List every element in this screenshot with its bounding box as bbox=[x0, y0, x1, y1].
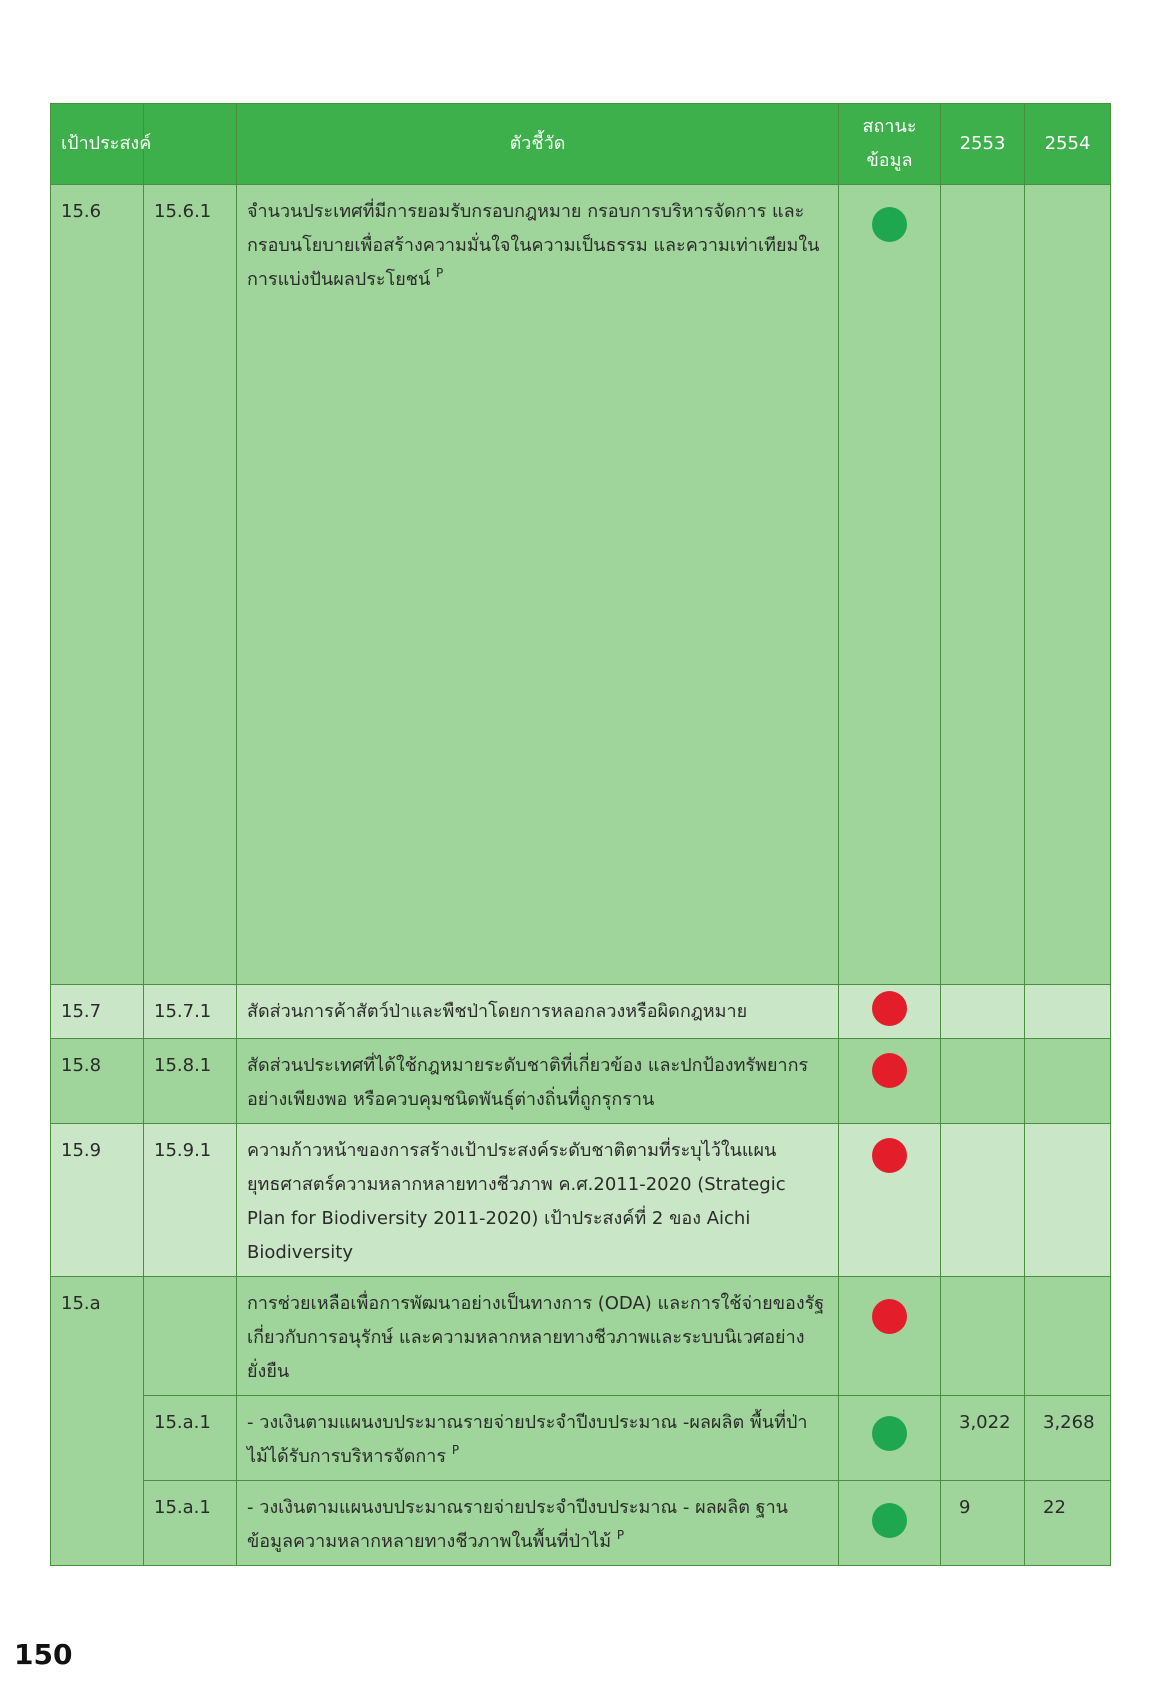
status-green-dot-icon bbox=[872, 1503, 907, 1538]
table-row bbox=[51, 1277, 1111, 1396]
goal-cell: 15.7 bbox=[51, 985, 144, 1039]
indicator-text: การช่วยเหลือเพื่อการพัฒนาอย่างเป็นทางการ (ODA) และการใช้จ่ายของรัฐเกี่ยวกับการอนุรักษ์ และความหลากหลายทางชีวภาพและระบบนิเวศอย่างยั่งยืน bbox=[247, 1293, 825, 1382]
table-row bbox=[51, 1124, 1111, 1277]
indicator-cell bbox=[237, 185, 839, 985]
indicator-text: - วงเงินตามแผนงบประมาณรายจ่ายประจำปีงบประมาณ -ผลผลิต พื้นที่ป่าไม้ได้รับการบริหารจัดการ bbox=[247, 1412, 808, 1467]
table-row bbox=[51, 1481, 1111, 1566]
indicator-cell bbox=[237, 1039, 839, 1124]
status-green-dot-icon bbox=[872, 207, 907, 242]
value-2553-cell bbox=[941, 1277, 1025, 1396]
value-2553-cell bbox=[941, 985, 1025, 1039]
value-2553-cell bbox=[941, 1124, 1025, 1277]
page-number: 150 bbox=[14, 1638, 73, 1671]
header-status: สถานะข้อมูล bbox=[839, 104, 941, 185]
value-2554-cell: 3,268 bbox=[1025, 1396, 1111, 1481]
indicator-text: สัดส่วนประเทศที่ได้ใช้กฎหมายระดับชาติที่เกี่ยวข้อง และปกป้องทรัพยากรอย่างเพียงพอ หรือควบคุมชนิดพันธุ์ต่างถิ่นที่ถูกรุกราน bbox=[247, 1055, 809, 1110]
value-2554-cell bbox=[1025, 1277, 1111, 1396]
code-cell: 15.a.1 bbox=[144, 1396, 237, 1481]
indicator-cell bbox=[237, 1277, 839, 1396]
status-red-dot-icon bbox=[872, 1138, 907, 1173]
indicator-cell bbox=[237, 1124, 839, 1277]
value-2554-cell bbox=[1025, 185, 1111, 985]
status-red-dot-icon bbox=[872, 1053, 907, 1088]
value-2553-cell bbox=[941, 1039, 1025, 1124]
value-2554-cell: 22 bbox=[1025, 1481, 1111, 1566]
value-2553-cell: 9 bbox=[941, 1481, 1025, 1566]
value-2554-cell bbox=[1025, 1039, 1111, 1124]
value-2553-cell: 3,022 bbox=[941, 1396, 1025, 1481]
indicator-text: จำนวนประเทศที่มีการยอมรับกรอบกฎหมาย กรอบการบริหารจัดการ และกรอบนโยบายเพื่อสร้างความมั่นใจในความเป็นธรรม และความเท่าเทียมในการแบ่งปันผลประโยชน์ bbox=[247, 201, 820, 290]
status-cell bbox=[839, 185, 941, 985]
indicator-text: ความก้าวหน้าของการสร้างเป้าประสงค์ระดับชาติตามที่ระบุไว้ในแผนยุทธศาสตร์ความหลากหลายทางชีวภาพ ค.ศ.2011-2020 (Strategic Plan for Biodiversity 2011-2020) เป้าประสงค์ที่ 2 ของ Aichi Biodiversity bbox=[247, 1140, 786, 1263]
status-cell bbox=[839, 1124, 941, 1277]
status-cell bbox=[839, 1039, 941, 1124]
table-row bbox=[51, 1396, 1111, 1481]
provisional-mark: P bbox=[616, 1528, 625, 1542]
status-cell bbox=[839, 985, 941, 1039]
indicator-table bbox=[50, 103, 1111, 1566]
table-row bbox=[51, 985, 1111, 1039]
code-cell: 15.9.1 bbox=[144, 1124, 237, 1277]
value-2554-cell bbox=[1025, 985, 1111, 1039]
indicator-text: สัดส่วนการค้าสัตว์ป่าและพืชป่าโดยการหลอกลวงหรือผิดกฎหมาย bbox=[247, 1001, 748, 1022]
goal-cell: 15.9 bbox=[51, 1124, 144, 1277]
table-row bbox=[51, 185, 1111, 985]
code-cell: 15.8.1 bbox=[144, 1039, 237, 1124]
header-year-2553: 2553 bbox=[941, 104, 1025, 185]
code-cell bbox=[144, 1277, 237, 1396]
code-cell: 15.6.1 bbox=[144, 185, 237, 985]
provisional-mark: P bbox=[451, 1443, 460, 1457]
code-cell: 15.a.1 bbox=[144, 1481, 237, 1566]
code-cell: 15.7.1 bbox=[144, 985, 237, 1039]
goal-cell: 15.8 bbox=[51, 1039, 144, 1124]
indicator-cell bbox=[237, 1396, 839, 1481]
status-cell bbox=[839, 1277, 941, 1396]
status-red-dot-icon bbox=[872, 991, 907, 1026]
header-year-2554: 2554 bbox=[1025, 104, 1111, 185]
status-cell bbox=[839, 1396, 941, 1481]
indicator-cell bbox=[237, 1481, 839, 1566]
goal-cell: 15.a bbox=[51, 1277, 144, 1566]
goal-cell: 15.6 bbox=[51, 185, 144, 985]
header-goal: เป้าประสงค์ bbox=[51, 104, 144, 185]
status-cell bbox=[839, 1481, 941, 1566]
header-row bbox=[51, 104, 1111, 185]
indicator-text: - วงเงินตามแผนงบประมาณรายจ่ายประจำปีงบประมาณ - ผลผลิต ฐานข้อมูลความหลากหลายทางชีวภาพในพื้นที่ป่าไม้ bbox=[247, 1497, 788, 1552]
indicator-cell bbox=[237, 985, 839, 1039]
provisional-mark: P bbox=[436, 266, 444, 280]
header-indicator: ตัวชี้วัด bbox=[237, 104, 839, 185]
header-code bbox=[144, 104, 237, 185]
table-row bbox=[51, 1039, 1111, 1124]
status-red-dot-icon bbox=[872, 1299, 907, 1334]
value-2553-cell bbox=[941, 185, 1025, 985]
value-2554-cell bbox=[1025, 1124, 1111, 1277]
status-green-dot-icon bbox=[872, 1416, 907, 1451]
